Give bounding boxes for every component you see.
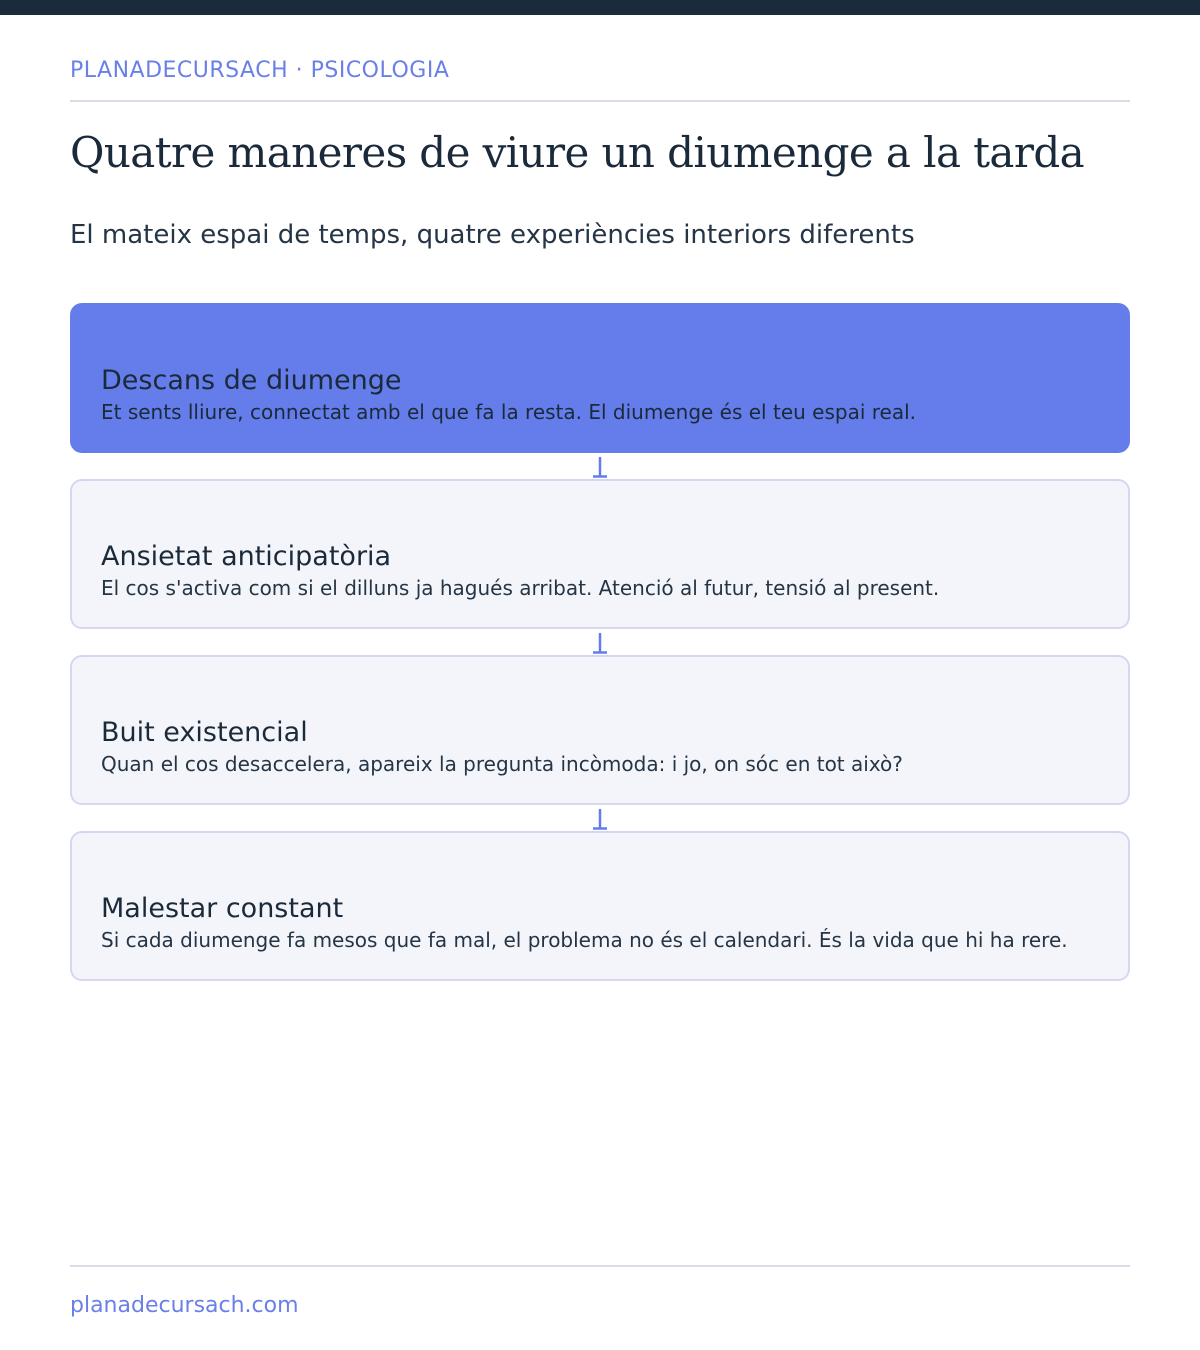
step-description: El cos s'activa com si el dilluns ja hagués arribat. Atenció al futur, tensió al present. [101, 576, 940, 600]
step-card-buit [70, 655, 1130, 805]
top-bar [0, 0, 1200, 15]
step-title: Buit existencial [101, 717, 308, 748]
down-arrow-icon [592, 457, 608, 479]
step-description: Quan el cos desaccelera, apareix la pregunta incòmoda: i jo, on sóc en tot això? [101, 752, 903, 776]
page-title: Quatre maneres de viure un diumenge a la tarda [70, 128, 1085, 177]
footer-link[interactable]: planadecursach.com [70, 1293, 299, 1318]
step-card-ansietat [70, 479, 1130, 629]
step-description: Et sents lliure, connectat amb el que fa la resta. El diumenge és el teu espai real. [101, 400, 916, 424]
step-title: Ansietat anticipatòria [101, 541, 392, 572]
step-title: Malestar constant [101, 893, 344, 924]
footer-divider [70, 1265, 1130, 1267]
page-subtitle: El mateix espai de temps, quatre experiències interiors diferents [70, 220, 915, 250]
brand-label: PLANADECURSACH · PSICOLOGIA [70, 58, 450, 83]
down-arrow-icon [592, 633, 608, 655]
step-title: Descans de diumenge [101, 365, 402, 396]
step-description: Si cada diumenge fa mesos que fa mal, el problema no és el calendari. És la vida que hi ha rere. [101, 928, 1068, 952]
down-arrow-icon [592, 809, 608, 831]
step-card-descans [70, 303, 1130, 453]
header-divider [70, 100, 1130, 102]
step-card-malestar [70, 831, 1130, 981]
